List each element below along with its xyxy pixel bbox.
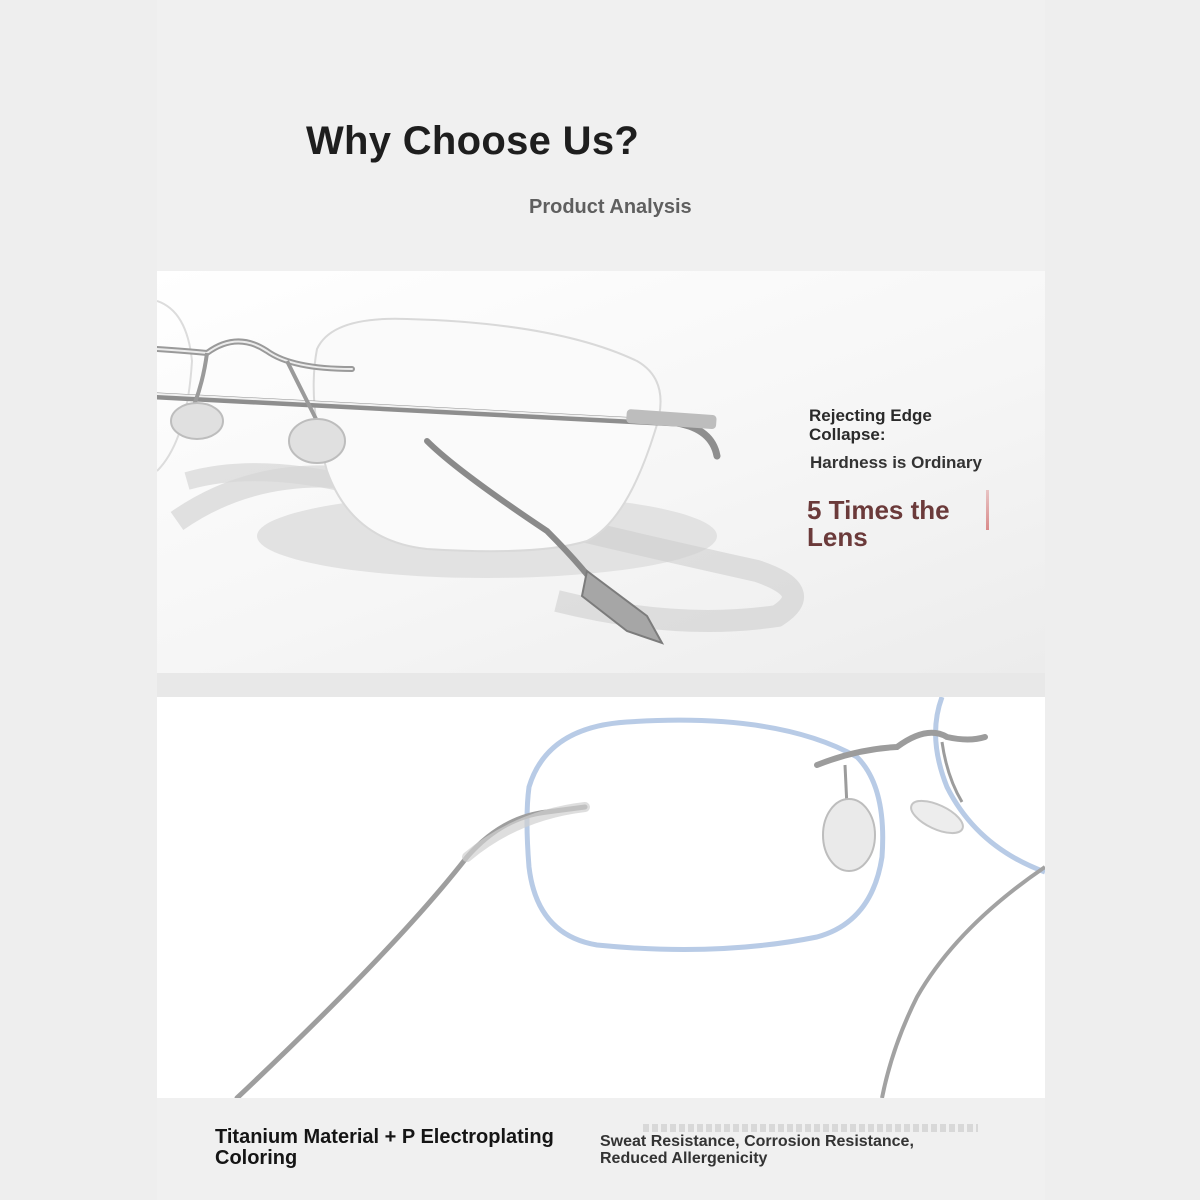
page-title: Why Choose Us?	[306, 118, 640, 163]
rimless-glasses-illustration-bottom	[157, 697, 1045, 1098]
label-titanium-material: Titanium Material + P Electroplating Coloring	[215, 1126, 554, 1169]
product-image-bottom	[157, 697, 1045, 1098]
red-marker	[986, 490, 989, 530]
panel-divider	[157, 673, 1045, 697]
label-rejecting-edge: Rejecting Edge Collapse:	[809, 406, 932, 444]
section-subtitle: Product Analysis	[529, 196, 692, 218]
label-five-times: 5 Times the Lens	[807, 495, 950, 552]
label-sweat-resistance: Sweat Resistance, Corrosion Resistance, Reduced Allergenicity	[600, 1133, 914, 1167]
label-hardness: Hardness is Ordinary	[810, 453, 982, 472]
faded-text-line	[643, 1124, 978, 1132]
